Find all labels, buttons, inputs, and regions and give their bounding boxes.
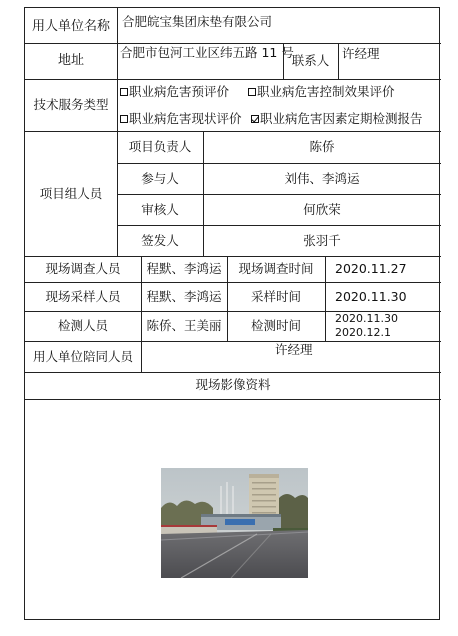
contact-value: 许经理: [342, 46, 380, 61]
employer-value: 合肥皖宝集团床垫有限公司: [122, 14, 273, 29]
sampling-time-value: 2020.11.30: [335, 289, 407, 304]
testing-time-label: 检测时间: [250, 318, 301, 333]
team-label: 项目组人员: [39, 186, 103, 201]
team-member: 陈侨: [309, 139, 335, 154]
survey-staff-label: 现场调查人员: [45, 261, 121, 276]
sampling-staff-value: 程默、李鸿运: [146, 289, 222, 304]
survey-staff-value: 程默、李鸿运: [146, 261, 222, 276]
testing-time-start: 2020.11.30: [335, 312, 398, 325]
employer-label: 用人单位名称: [31, 19, 110, 34]
service-option-status-assessment[interactable]: 职业病危害现状评价: [120, 111, 242, 127]
team-role: 项目负责人: [128, 139, 192, 154]
team-role: 参与人: [141, 171, 179, 186]
survey-time-label: 现场调查时间: [238, 261, 314, 276]
sampling-time-label: 采样时间: [250, 289, 301, 304]
checkbox-icon[interactable]: [120, 115, 128, 123]
testing-staff-value: 陈侨、王美丽: [146, 318, 222, 333]
survey-time-value: 2020.11.27: [335, 261, 407, 276]
team-role: 审核人: [141, 202, 179, 217]
checkbox-icon[interactable]: [120, 88, 128, 96]
escort-label: 用人单位陪同人员: [32, 349, 133, 364]
escort-value: 许经理: [275, 342, 313, 357]
team-role: 签发人: [141, 233, 179, 248]
address-label: 地址: [57, 53, 84, 68]
service-type-label: 技术服务类型: [33, 97, 109, 112]
address-value: 合肥市包河工业区纬五路 11 号: [120, 45, 294, 60]
site-photo: [161, 468, 308, 578]
service-option-control-effect[interactable]: 职业病危害控制效果评价: [248, 84, 395, 100]
contact-label: 联系人: [291, 53, 330, 68]
checkbox-icon[interactable]: [248, 88, 256, 96]
team-member: 刘伟、李鸿运: [284, 171, 360, 186]
testing-staff-label: 检测人员: [57, 318, 108, 333]
service-option-pre-assessment[interactable]: 职业病危害预评价: [120, 84, 229, 100]
team-member: 张羽千: [303, 233, 341, 248]
site-photo-image: [161, 468, 308, 578]
checkbox-checked-icon[interactable]: [251, 115, 259, 123]
testing-time-end: 2020.12.1: [335, 326, 391, 339]
service-option-periodic-testing[interactable]: 职业病危害因素定期检测报告: [251, 111, 423, 127]
photo-section-title: 现场影像资料: [195, 377, 271, 392]
sampling-staff-label: 现场采样人员: [45, 289, 121, 304]
team-member: 何欣荣: [303, 202, 341, 217]
